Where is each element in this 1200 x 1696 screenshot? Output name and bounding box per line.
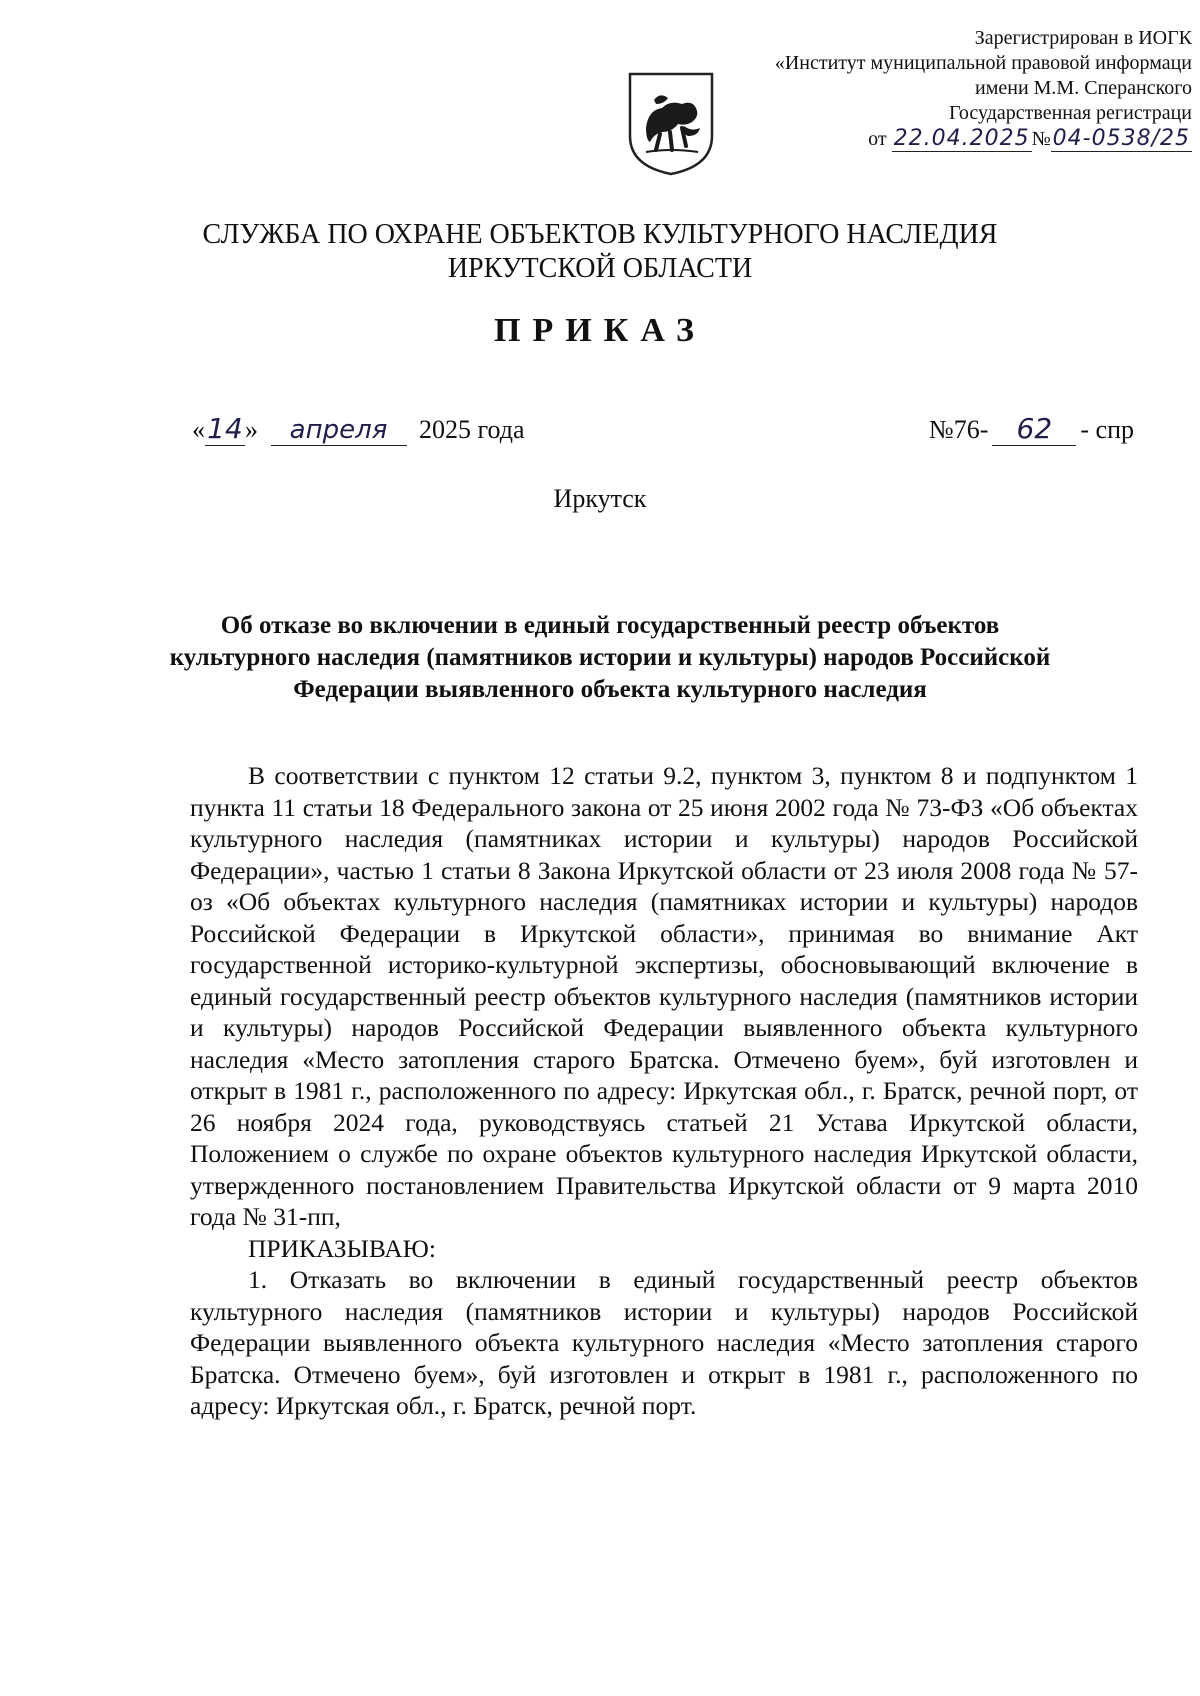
order-day: 14 (205, 412, 245, 446)
irkutsk-coat-of-arms-icon (626, 70, 716, 178)
date-quote-open: « (192, 415, 205, 444)
order-subject: Об отказе во включении в единый государственный реестр объектов культурного наследия (памятников истории и культуры) народов Российской Федерации выявленного объекта культурного наследия (169, 612, 1051, 703)
stamp-registration-line (632, 126, 1192, 152)
agency-name-line-1: СЛУЖБА ПО ОХРАНЕ ОБЪЕКТОВ КУЛЬТУРНОГО НАСЛЕДИЯ (202, 219, 998, 250)
document-type-title: ПРИКАЗ (494, 312, 706, 349)
stamp-number-prefix: № (1031, 128, 1051, 150)
stamp-number-value: 04-0538/25 (1052, 126, 1190, 151)
stamp-line-3: имени М.М. Сперанского (975, 77, 1192, 99)
order-year: 2025 года (419, 415, 525, 444)
stamp-date-prefix: от (868, 128, 887, 150)
order-number-prefix: №76- (928, 415, 989, 444)
order-number-suffix: - спр (1080, 415, 1134, 444)
date-quote-close: » (245, 415, 258, 444)
agency-name (0, 218, 1200, 286)
agency-name-line-2: ИРКУТСКОЙ ОБЛАСТИ (447, 253, 753, 284)
stamp-line-1: Зарегистрирован в ИОГК (974, 27, 1192, 49)
stamp-line-4: Государственная регистраци (949, 102, 1192, 124)
order-word: ПРИКАЗЫВАЮ: (248, 1233, 436, 1263)
stamp-line-2: «Институт муниципальной правовой информаци (774, 52, 1192, 74)
order-number-value: 62 (992, 412, 1076, 446)
order-city: Иркутск (553, 484, 647, 513)
stamp-date-value: 22.04.2025 (893, 126, 1030, 151)
order-date (192, 412, 525, 446)
registration-stamp (632, 26, 1192, 152)
order-body (190, 760, 1138, 1422)
preamble-paragraph: В соответствии с пунктом 12 статьи 9.2, пунктом 3, пунктом 8 и подпунктом 1 пункта 11 статьи 18 Федерального закона от 25 июня 2002 года № 73-ФЗ «Об объектах культурного наследия (памятниках истории и культуры) народов Российской Федерации», частью 1 статьи 8 Закона Иркутской области от 23 июля 2008 года № 57-оз «Об объектах культурного наследия (памятниках истории и культуры) народов Российской Федерации в Иркутской области», принимая во внимание Акт государственной историко-культурной экспертизы, обосновывающий включение в единый государственный реестр объектов культурного наследия (памятников истории и культуры) народов Российской Федерации выявленного объекта культурного наследия «Место затопления старого Братска. Отмечено буем», буй изготовлен и открыт в 1981 г., расположенного по адресу: Иркутская обл., г. Братск, речной порт, от 26 ноября 2024 года, руководствуясь статьей 21 Устава Иркутской области, Положением о службе по охране объектов культурного наследия Иркутской области, утвержденного постановлением Правительства Иркутской области от 9 марта 2010 года № 31-пп, (190, 761, 1138, 1231)
order-month: апреля (271, 415, 407, 446)
order-number (929, 412, 1134, 446)
order-item-1: 1. Отказать во включении в единый государственный реестр объектов культурного наследия (памятников истории и культуры) народов Российской Федерации выявленного объекта культурного наследия «Место затопления старого Братска. Отмечено буем», буй изготовлен и открыт в 1981 г., расположенного по адресу: Иркутская обл., г. Братск, речной порт. (190, 1265, 1138, 1420)
